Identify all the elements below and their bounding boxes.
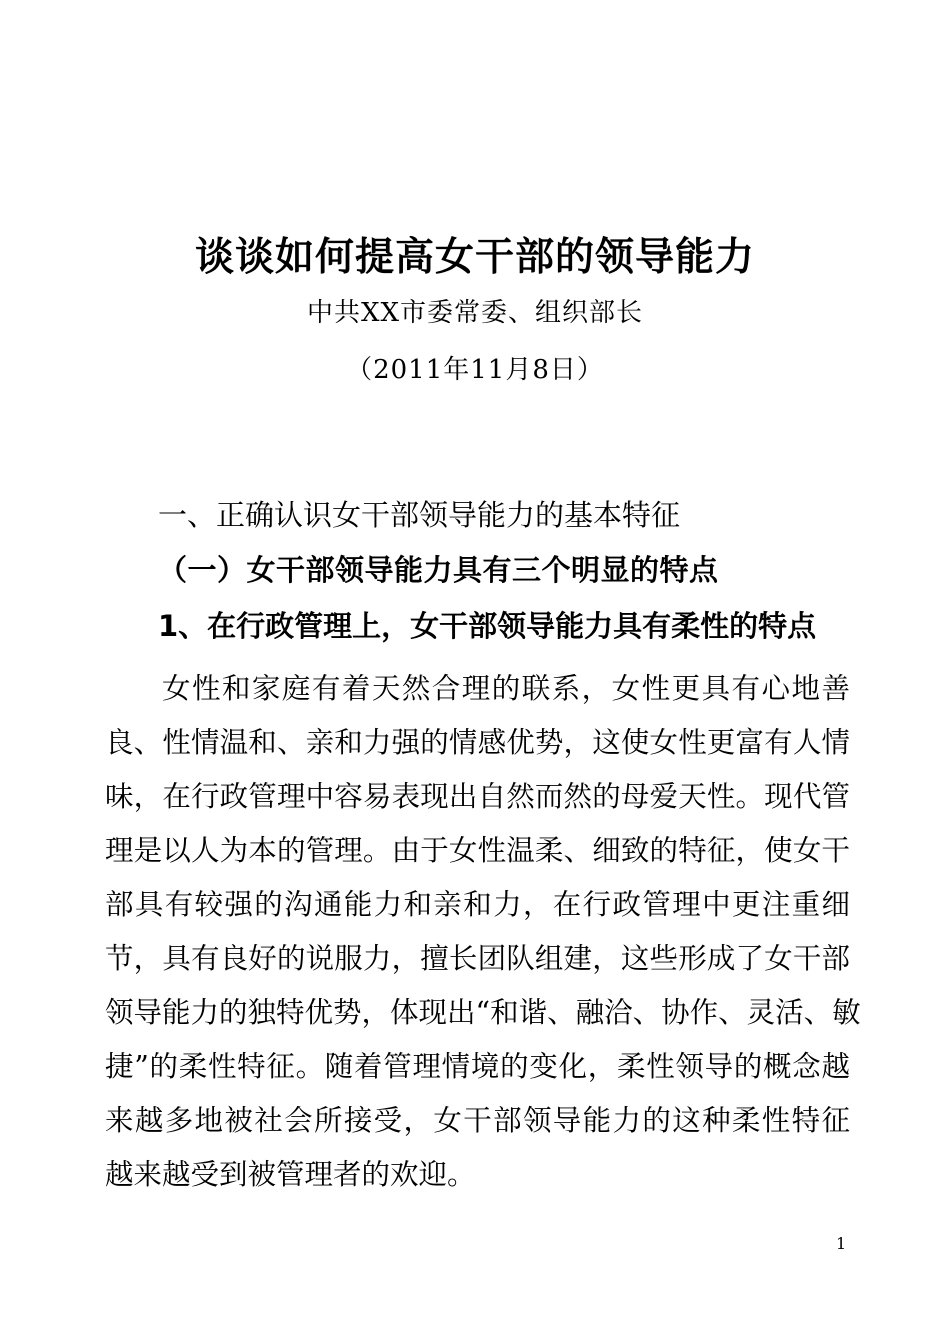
body-line: 女性和家庭有着天然合理的联系，女性更具有心地善 xyxy=(162,672,850,705)
body-line: 领导能力的独特优势，体现出“和谐、融洽、协作、灵活、敏 xyxy=(105,996,861,1029)
body-line: 来越多地被社会所接受，女干部领导能力的这种柔性特征 xyxy=(105,1104,850,1137)
page-number: 1 xyxy=(836,1234,847,1253)
body-line: 越来越受到被管理者的欢迎。 xyxy=(105,1158,476,1191)
date-line: （2011年11月8日） xyxy=(346,355,604,385)
body-line: 理是以人为本的管理。由于女性温柔、细致的特征，使女干 xyxy=(105,834,850,867)
document-title: 谈谈如何提高女干部的领导能力 xyxy=(194,235,755,280)
body-line: 部具有较强的沟通能力和亲和力，在行政管理中更注重细 xyxy=(105,888,850,921)
body-line: 味，在行政管理中容易表现出自然而然的母爱天性。现代管 xyxy=(105,780,850,813)
body-line: 节，具有良好的说服力，擅长团队组建，这些形成了女干部 xyxy=(105,942,850,975)
body-line: 捷”的柔性特征。随着管理情境的变化，柔性领导的概念越 xyxy=(105,1050,850,1083)
point-heading: 1、在行政管理上，女干部领导能力具有柔性的特点 xyxy=(158,609,817,643)
body-paragraph xyxy=(105,662,861,1202)
author-line: 中共XX市委常委、组织部长 xyxy=(306,298,644,328)
section-heading: 一、正确认识女干部领导能力的基本特征 xyxy=(158,498,681,532)
subsection-heading: （一）女干部领导能力具有三个明显的特点 xyxy=(158,553,719,587)
body-line: 良、性情温和、亲和力强的情感优势，这使女性更富有人情 xyxy=(105,726,850,759)
